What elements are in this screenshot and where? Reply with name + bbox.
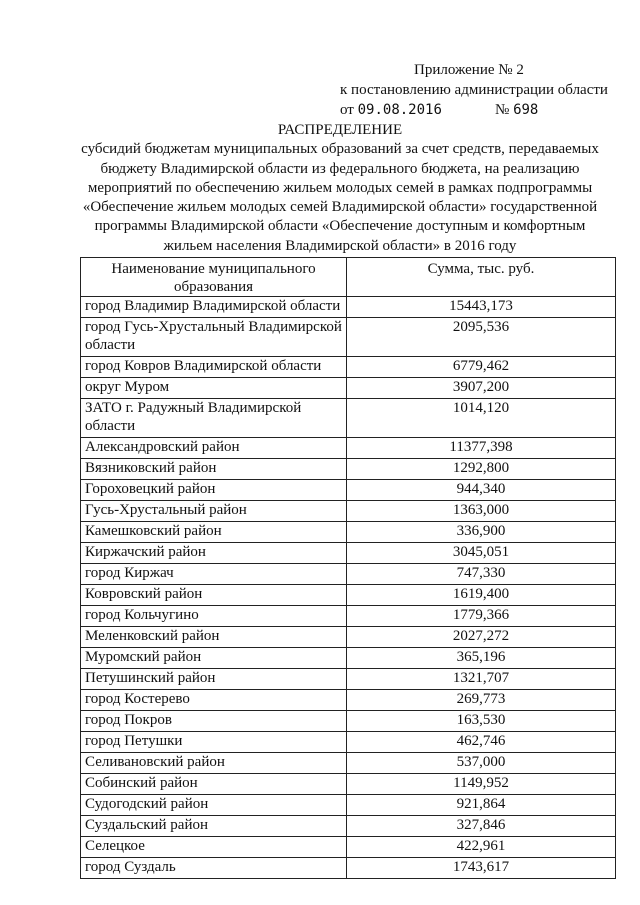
row-name: Киржачский район <box>81 543 347 564</box>
row-name: Селивановский район <box>81 753 347 774</box>
row-sum: 1292,800 <box>347 459 616 480</box>
row-sum: 921,864 <box>347 795 616 816</box>
table-row <box>81 501 616 522</box>
row-sum: 269,773 <box>347 690 616 711</box>
table-row <box>81 543 616 564</box>
table-row <box>81 648 616 669</box>
heading-line: субсидий бюджетам муниципальных образований за счет средств, передаваемых <box>81 141 599 158</box>
document-heading <box>60 121 620 256</box>
row-name: город Ковров Владимирской области <box>81 357 347 378</box>
row-name: Гороховецкий район <box>81 480 347 501</box>
row-name: ЗАТО г. Радужный Владимирской области <box>81 399 347 438</box>
table-row <box>81 399 616 438</box>
row-sum: 537,000 <box>347 753 616 774</box>
date-value: 09.08.2016 <box>357 102 442 118</box>
row-name: город Костерево <box>81 690 347 711</box>
row-sum: 11377,398 <box>347 438 616 459</box>
heading-title: РАСПРЕДЕЛЕНИЕ <box>277 122 403 138</box>
row-name: город Кольчугино <box>81 606 347 627</box>
table-row <box>81 711 616 732</box>
table-row <box>81 297 616 318</box>
table-row <box>81 378 616 399</box>
table-row <box>81 669 616 690</box>
row-name: Вязниковский район <box>81 459 347 480</box>
table-row <box>81 438 616 459</box>
row-sum: 3907,200 <box>347 378 616 399</box>
row-sum: 1779,366 <box>347 606 616 627</box>
header-sum: Сумма, тыс. руб. <box>347 258 616 297</box>
row-sum: 1743,617 <box>347 858 616 879</box>
row-name: Судогодский район <box>81 795 347 816</box>
heading-line: программы Владимирской области «Обеспечение доступным и комфортным <box>94 218 586 235</box>
row-name: город Покров <box>81 711 347 732</box>
table-row <box>81 522 616 543</box>
distribution-table <box>80 257 616 879</box>
appendix-date-number-line <box>340 100 620 120</box>
row-sum: 163,530 <box>347 711 616 732</box>
row-name: Меленковский район <box>81 627 347 648</box>
heading-line: мероприятий по обеспечению жильем молодых семей в рамках подпрограммы <box>87 179 593 196</box>
table-row <box>81 774 616 795</box>
row-sum: 327,846 <box>347 816 616 837</box>
row-name: Суздальский район <box>81 816 347 837</box>
table-row <box>81 480 616 501</box>
row-sum: 1014,120 <box>347 399 616 438</box>
table-row <box>81 564 616 585</box>
table-row <box>81 459 616 480</box>
appendix-number <box>495 100 538 120</box>
row-name: Ковровский район <box>81 585 347 606</box>
appendix-title: Приложение № 2 <box>414 62 524 78</box>
appendix-header <box>340 60 620 120</box>
table-row <box>81 606 616 627</box>
row-name: город Гусь-Хрустальный Владимирской области <box>81 318 347 357</box>
row-sum: 1619,400 <box>347 585 616 606</box>
table-row <box>81 585 616 606</box>
row-sum: 1363,000 <box>347 501 616 522</box>
number-value: 698 <box>513 102 539 118</box>
row-name: город Суздаль <box>81 858 347 879</box>
heading-line: «Обеспечение жильем молодых семей Владимирской области» государственной <box>82 199 598 216</box>
appendix-date <box>340 100 442 120</box>
row-sum: 3045,051 <box>347 543 616 564</box>
row-name: Камешковский район <box>81 522 347 543</box>
appendix-resolution-line: к постановлению администрации области <box>340 82 608 98</box>
row-name: Александровский район <box>81 438 347 459</box>
row-sum: 2027,272 <box>347 627 616 648</box>
number-prefix: № <box>495 102 510 118</box>
date-prefix: от <box>340 102 354 118</box>
row-sum: 944,340 <box>347 480 616 501</box>
row-sum: 365,196 <box>347 648 616 669</box>
heading-line: жильем населения Владимирской области» в 2016 году <box>163 237 517 254</box>
row-name: город Киржач <box>81 564 347 585</box>
row-sum: 6779,462 <box>347 357 616 378</box>
row-sum: 462,746 <box>347 732 616 753</box>
row-sum: 422,961 <box>347 837 616 858</box>
row-name: округ Муром <box>81 378 347 399</box>
table-row <box>81 357 616 378</box>
table-row <box>81 318 616 357</box>
row-sum: 747,330 <box>347 564 616 585</box>
heading-line: бюджету Владимирской области из федерального бюджета, на реализацию <box>100 160 580 177</box>
header-name: Наименование муниципального образования <box>81 258 347 297</box>
table-row <box>81 627 616 648</box>
table-row <box>81 753 616 774</box>
row-name: Муромский район <box>81 648 347 669</box>
row-sum: 336,900 <box>347 522 616 543</box>
table-row <box>81 816 616 837</box>
row-sum: 15443,173 <box>347 297 616 318</box>
table-row <box>81 858 616 879</box>
row-name: город Владимир Владимирской области <box>81 297 347 318</box>
row-sum: 1149,952 <box>347 774 616 795</box>
table-row <box>81 690 616 711</box>
table-row <box>81 837 616 858</box>
table-row <box>81 732 616 753</box>
row-sum: 1321,707 <box>347 669 616 690</box>
row-name: город Петушки <box>81 732 347 753</box>
row-name: Петушинский район <box>81 669 347 690</box>
table-header-row <box>81 258 616 297</box>
row-name: Собинский район <box>81 774 347 795</box>
row-name: Селецкое <box>81 837 347 858</box>
row-name: Гусь-Хрустальный район <box>81 501 347 522</box>
table-row <box>81 795 616 816</box>
row-sum: 2095,536 <box>347 318 616 357</box>
